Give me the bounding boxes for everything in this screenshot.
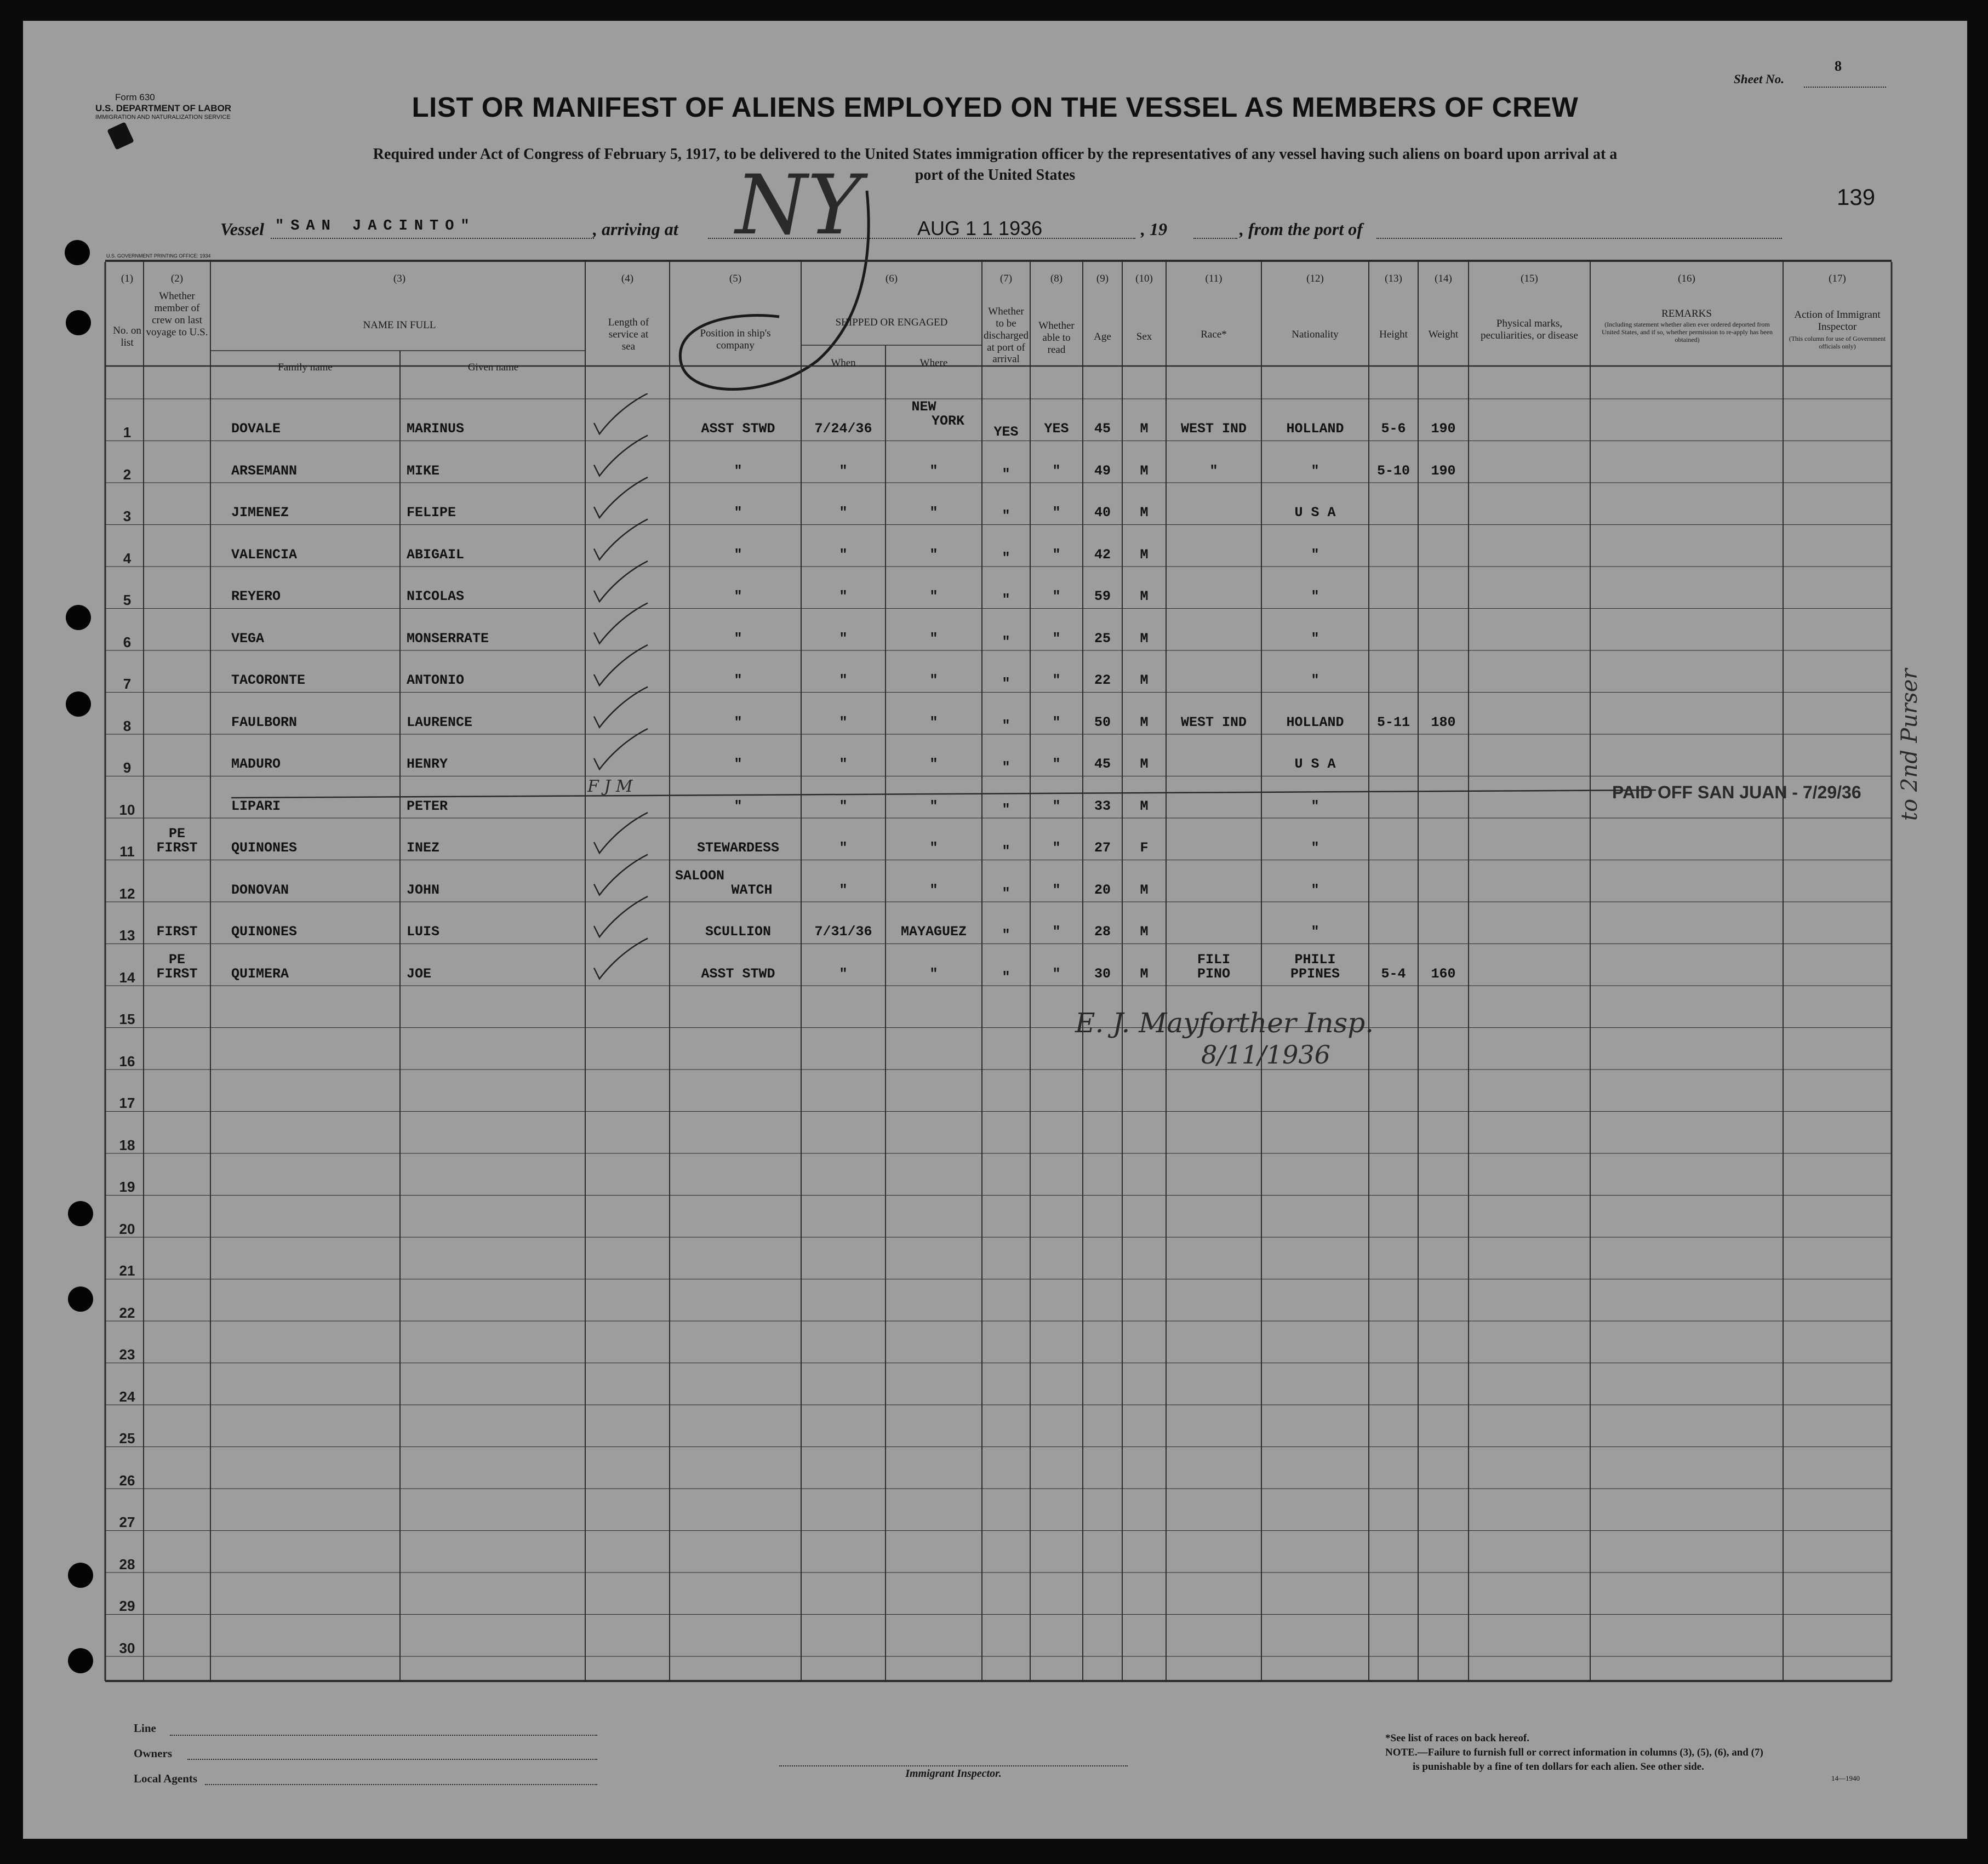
punch-hole bbox=[68, 1201, 93, 1226]
row-number: 27 bbox=[119, 1514, 135, 1530]
header-nationality: Nationality bbox=[1292, 329, 1339, 340]
able-to-read: " bbox=[1052, 882, 1061, 898]
header-sex: Sex bbox=[1136, 331, 1152, 342]
row-number: 18 bbox=[119, 1136, 135, 1153]
header-inspector-action: Action of Immigrant Inspector bbox=[1794, 309, 1881, 333]
shipped-where: " bbox=[929, 965, 938, 982]
nationality-line-1: PHILI bbox=[1294, 951, 1336, 968]
family-name: QUINONES bbox=[231, 840, 298, 856]
able-to-read: " bbox=[1052, 546, 1061, 563]
footer-owners-label: Owners bbox=[134, 1747, 172, 1760]
nationality: " bbox=[1311, 882, 1319, 898]
position: " bbox=[734, 462, 742, 479]
crew-last-voyage-a: PE bbox=[168, 826, 185, 842]
given-name: ABIGAIL bbox=[407, 546, 465, 563]
header-discharged: Whether to be discharged at port of arrival bbox=[984, 306, 1029, 365]
checkmark-icon bbox=[594, 939, 648, 979]
shipped-when: " bbox=[839, 546, 848, 563]
punch-hole bbox=[65, 240, 90, 265]
header-inspector-action-detail: (This column for use of Government officials only) bbox=[1789, 335, 1886, 350]
shipped-where-line-2: YORK bbox=[931, 413, 964, 429]
sex: M bbox=[1140, 588, 1149, 604]
row-number: 7 bbox=[123, 676, 132, 692]
row-10-strikethrough bbox=[231, 790, 1656, 798]
sex: M bbox=[1140, 882, 1149, 898]
discharged: " bbox=[1002, 885, 1010, 901]
row-number: 26 bbox=[119, 1472, 135, 1489]
checkmark-icon bbox=[594, 645, 648, 685]
family-name: LIPARI bbox=[231, 798, 281, 814]
page-title: LIST OR MANIFEST OF ALIENS EMPLOYED ON THE VESSEL AS MEMBERS OF CREW bbox=[412, 92, 1579, 123]
able-to-read: " bbox=[1052, 505, 1061, 521]
discharged: " bbox=[1002, 466, 1010, 482]
given-name: JOE bbox=[407, 965, 432, 982]
shipped-where: " bbox=[929, 546, 938, 563]
discharged: " bbox=[1002, 508, 1010, 524]
discharged: " bbox=[1002, 676, 1010, 691]
given-name: MONSERRATE bbox=[407, 630, 489, 647]
shipped-when: " bbox=[839, 630, 848, 647]
able-to-read: " bbox=[1052, 924, 1061, 940]
header-family-name: Family name bbox=[278, 362, 333, 373]
shipped-where: " bbox=[929, 840, 938, 856]
from-port-label: , from the port of bbox=[1239, 219, 1363, 239]
sex: M bbox=[1140, 714, 1149, 730]
col1-number: (1) bbox=[121, 273, 134, 284]
sex: M bbox=[1140, 630, 1149, 647]
punch-hole bbox=[66, 691, 91, 717]
age: 42 bbox=[1094, 546, 1111, 563]
header-crew-last-voyage: Whether member of crew on last voyage to U.S. bbox=[146, 290, 208, 338]
punch-hole bbox=[68, 1286, 93, 1312]
checkmark-icon bbox=[594, 729, 648, 769]
row-number: 29 bbox=[119, 1598, 135, 1614]
row-number: 1 bbox=[123, 424, 132, 441]
race: " bbox=[1209, 462, 1218, 479]
age: 50 bbox=[1094, 714, 1111, 730]
age: 20 bbox=[1094, 882, 1111, 898]
position: STEWARDESS bbox=[696, 840, 780, 856]
able-to-read: " bbox=[1052, 462, 1061, 479]
footer-line-field bbox=[170, 1735, 597, 1736]
col3-number: (3) bbox=[393, 273, 406, 284]
position: ASST STWD bbox=[701, 965, 775, 982]
header-remarks: REMARKS bbox=[1661, 308, 1712, 319]
shipped-when: " bbox=[839, 588, 848, 604]
weight: 160 bbox=[1431, 965, 1456, 982]
nationality: " bbox=[1311, 588, 1319, 604]
nationality: U S A bbox=[1294, 756, 1336, 772]
row-number: 17 bbox=[119, 1095, 135, 1111]
arriving-port: NY bbox=[735, 158, 862, 253]
discharged: " bbox=[1002, 843, 1010, 859]
department-name: U.S. DEPARTMENT OF LABOR bbox=[95, 103, 232, 113]
age: 40 bbox=[1094, 505, 1111, 521]
crew-last-voyage: FIRST bbox=[156, 965, 198, 982]
discharged: " bbox=[1002, 633, 1010, 650]
nationality: U S A bbox=[1294, 505, 1336, 521]
checkmark-icon bbox=[594, 813, 648, 853]
discharged: " bbox=[1002, 969, 1010, 985]
family-name: TACORONTE bbox=[231, 672, 306, 688]
able-to-read: " bbox=[1052, 630, 1061, 647]
arriving-label: , arriving at bbox=[593, 219, 678, 239]
discharged: " bbox=[1002, 801, 1010, 817]
col2-number: (2) bbox=[170, 273, 184, 284]
weight: 190 bbox=[1431, 421, 1456, 437]
col11-number: (11) bbox=[1205, 273, 1222, 284]
checkmark-icon bbox=[594, 393, 648, 434]
position: " bbox=[734, 756, 742, 772]
col15-number: (15) bbox=[1521, 273, 1538, 284]
family-name: ARSEMANN bbox=[231, 462, 298, 479]
age: 45 bbox=[1094, 421, 1111, 437]
length-of-service-checkmarks bbox=[587, 393, 675, 996]
given-name: HENRY bbox=[407, 756, 448, 772]
position: " bbox=[734, 505, 742, 521]
discharged: " bbox=[1002, 550, 1010, 566]
arrival-date-stamp: AUG 1 1 1936 bbox=[917, 217, 1043, 239]
race: WEST IND bbox=[1180, 714, 1247, 730]
given-name: LAURENCE bbox=[407, 714, 473, 730]
page-number: 139 bbox=[1837, 184, 1876, 210]
nationality: " bbox=[1311, 546, 1319, 563]
position: " bbox=[734, 630, 742, 647]
family-name: VEGA bbox=[231, 630, 265, 647]
age: 30 bbox=[1094, 965, 1111, 982]
age: 49 bbox=[1094, 462, 1111, 479]
shipped-where: MAYAGUEZ bbox=[900, 924, 967, 940]
nationality: " bbox=[1311, 462, 1319, 479]
inspector-signature-date: 8/11/1936 bbox=[1201, 1040, 1330, 1070]
manifest-table bbox=[23, 21, 1967, 1839]
print-office-note: U.S. GOVERNMENT PRINTING OFFICE: 1934 bbox=[106, 253, 211, 259]
discharged: YES bbox=[993, 424, 1019, 440]
row-number: 20 bbox=[119, 1220, 135, 1237]
shipped-when: " bbox=[839, 965, 848, 982]
discharged: " bbox=[1002, 759, 1010, 775]
age: 27 bbox=[1094, 840, 1111, 856]
vessel-name: "SAN JACINTO" bbox=[275, 218, 476, 235]
footer-owners-field bbox=[187, 1759, 597, 1760]
header-remarks-detail: (Including statement whether alien ever ordered deported from United States, and if so, whether permission to re-apply has been obtained) bbox=[1602, 321, 1773, 344]
footer-line-label: Line bbox=[134, 1722, 156, 1735]
sheet-label: Sheet No. bbox=[1734, 72, 1784, 86]
manifest-sheet bbox=[23, 21, 1967, 1839]
col9-number: (9) bbox=[1096, 273, 1109, 284]
row10-length-note: F J M bbox=[587, 777, 633, 796]
punch-hole bbox=[66, 310, 91, 335]
header-when: When bbox=[831, 357, 856, 369]
weight: 180 bbox=[1431, 714, 1456, 730]
shipped-where: " bbox=[929, 630, 938, 647]
height: 5-11 bbox=[1376, 714, 1410, 730]
position: " bbox=[734, 588, 742, 604]
header-physical-marks: Physical marks, peculiarities, or disease bbox=[1481, 318, 1578, 341]
race-line-2: PINO bbox=[1197, 965, 1230, 982]
remark-row-10: PAID OFF SAN JUAN - 7/29/36 bbox=[1612, 782, 1861, 802]
checkmark-icon bbox=[594, 687, 648, 728]
row-number: 19 bbox=[119, 1179, 135, 1195]
row-number: 4 bbox=[123, 550, 132, 567]
nationality: " bbox=[1311, 630, 1319, 647]
shipped-where: " bbox=[929, 505, 938, 521]
row-number: 24 bbox=[119, 1388, 135, 1405]
sex: F bbox=[1140, 840, 1149, 856]
shipped-where: " bbox=[929, 798, 938, 814]
height: 5-4 bbox=[1381, 965, 1406, 982]
discharged: " bbox=[1002, 717, 1010, 734]
height: 5-10 bbox=[1376, 462, 1410, 479]
checkmark-icon bbox=[594, 603, 648, 644]
row-number: 22 bbox=[119, 1304, 135, 1321]
sex: M bbox=[1140, 462, 1149, 479]
col16-number: (16) bbox=[1678, 273, 1695, 284]
row-number: 3 bbox=[123, 508, 132, 524]
header-able-to-read: Whether able to read bbox=[1038, 320, 1075, 356]
age: 59 bbox=[1094, 588, 1111, 604]
nationality: HOLLAND bbox=[1286, 714, 1344, 730]
age: 28 bbox=[1094, 924, 1111, 940]
able-to-read: " bbox=[1052, 714, 1061, 730]
shipped-when: " bbox=[839, 798, 848, 814]
row-number: 12 bbox=[119, 885, 135, 902]
discharged: " bbox=[1002, 927, 1010, 943]
row-number: 16 bbox=[119, 1053, 135, 1070]
subtitle-line-1: Required under Act of Congress of February 5, 1917, to be delivered to the United States immigration officer by the representatives of any vessel having such aliens on board upon arrival at a bbox=[373, 146, 1618, 163]
footer-note-penalty-2: is punishable by a fine of ten dollars for each alien. See other side. bbox=[1413, 1761, 1704, 1772]
weight: 190 bbox=[1431, 462, 1456, 479]
row-number: 11 bbox=[119, 843, 135, 860]
subtitle-line-2: port of the United States bbox=[915, 167, 1076, 184]
age: 22 bbox=[1094, 672, 1111, 688]
header-given-name: Given name bbox=[467, 362, 519, 373]
punch-hole bbox=[66, 605, 91, 630]
col10-number: (10) bbox=[1135, 273, 1153, 284]
col13-number: (13) bbox=[1385, 273, 1402, 284]
header-race: Race* bbox=[1201, 329, 1227, 340]
family-name: QUINONES bbox=[231, 924, 298, 940]
margin-note: to 2nd Purser bbox=[1897, 668, 1922, 821]
checkmark-icon bbox=[594, 519, 648, 560]
checkmark-icon bbox=[594, 561, 648, 602]
race: WEST IND bbox=[1180, 421, 1247, 437]
able-to-read: YES bbox=[1044, 421, 1069, 437]
col5-number: (5) bbox=[729, 273, 742, 284]
nationality: " bbox=[1311, 840, 1319, 856]
able-to-read: " bbox=[1052, 798, 1061, 814]
sex: M bbox=[1140, 672, 1149, 688]
given-name: MIKE bbox=[407, 462, 440, 479]
sex: M bbox=[1140, 421, 1149, 437]
shipped-where: " bbox=[929, 672, 938, 688]
given-name: JOHN bbox=[407, 882, 440, 898]
footer-local-agents-label: Local Agents bbox=[134, 1772, 198, 1785]
row-number: 8 bbox=[123, 717, 132, 734]
row-number: 6 bbox=[123, 633, 132, 650]
age: 45 bbox=[1094, 756, 1111, 772]
position: ASST STWD bbox=[701, 421, 775, 437]
col12-number: (12) bbox=[1306, 273, 1324, 284]
sex: M bbox=[1140, 505, 1149, 521]
shipped-when: " bbox=[839, 462, 848, 479]
shipped-where: " bbox=[929, 756, 938, 772]
family-name: MADURO bbox=[231, 756, 281, 772]
row-number: 21 bbox=[119, 1262, 135, 1279]
given-name: INEZ bbox=[407, 840, 440, 856]
shipped-when: " bbox=[839, 882, 848, 898]
able-to-read: " bbox=[1052, 840, 1061, 856]
race-line-1: FILI bbox=[1197, 951, 1230, 968]
height: 5-6 bbox=[1381, 421, 1406, 437]
given-name: MARINUS bbox=[407, 421, 465, 437]
discharged: " bbox=[1002, 592, 1010, 608]
shipped-when: 7/31/36 bbox=[814, 924, 872, 940]
sex: M bbox=[1140, 798, 1149, 814]
service-name: IMMIGRATION AND NATURALIZATION SERVICE bbox=[95, 114, 231, 121]
header-no-on-list: No. on list bbox=[113, 325, 141, 348]
shipped-where: " bbox=[929, 588, 938, 604]
footer-print-code: 14—1940 bbox=[1831, 1774, 1860, 1782]
row-number: 28 bbox=[119, 1556, 135, 1573]
footer-local-agents-field bbox=[205, 1784, 597, 1785]
nationality: " bbox=[1311, 798, 1319, 814]
age: 25 bbox=[1094, 630, 1111, 647]
col17-number: (17) bbox=[1829, 273, 1846, 284]
shipped-when: 7/24/36 bbox=[814, 421, 872, 437]
family-name: QUIMERA bbox=[231, 965, 289, 982]
shipped-where: " bbox=[929, 462, 938, 479]
age: 33 bbox=[1094, 798, 1111, 814]
row-number: 14 bbox=[119, 969, 135, 986]
family-name: VALENCIA bbox=[231, 546, 298, 563]
given-name: LUIS bbox=[407, 924, 440, 940]
header-name-in-full: NAME IN FULL bbox=[363, 319, 436, 331]
footer-inspector-line bbox=[779, 1765, 1128, 1766]
given-name: FELIPE bbox=[407, 505, 456, 521]
row-number: 23 bbox=[119, 1346, 135, 1363]
family-name: DOVALE bbox=[231, 421, 281, 437]
checkmark-icon bbox=[594, 477, 648, 518]
shipped-when: " bbox=[839, 672, 848, 688]
col7-number: (7) bbox=[999, 273, 1013, 284]
family-name: DONOVAN bbox=[231, 882, 289, 898]
nationality: " bbox=[1311, 672, 1319, 688]
header-where: Where bbox=[919, 357, 948, 369]
crew-last-voyage-a: PE bbox=[168, 951, 185, 968]
col8-number: (8) bbox=[1050, 273, 1063, 284]
able-to-read: " bbox=[1052, 672, 1061, 688]
shipped-when: " bbox=[839, 714, 848, 730]
footer-note-penalty-1: NOTE.—Failure to furnish full or correct information in columns (3), (5), (6), and (7) bbox=[1385, 1747, 1763, 1758]
position: " bbox=[734, 546, 742, 563]
nationality-line-2: PPINES bbox=[1290, 965, 1340, 982]
position: " bbox=[734, 714, 742, 730]
vessel-label: Vessel bbox=[220, 219, 264, 239]
row-number: 10 bbox=[119, 801, 135, 818]
footer-inspector-label: Immigrant Inspector. bbox=[905, 1768, 1002, 1780]
row-number: 25 bbox=[119, 1430, 135, 1446]
form-number: Form 630 bbox=[115, 92, 155, 102]
header-weight: Weight bbox=[1428, 329, 1459, 340]
shipped-when: " bbox=[839, 505, 848, 521]
crew-last-voyage: FIRST bbox=[156, 924, 198, 940]
sex: M bbox=[1140, 965, 1149, 982]
shipped-where-line-1: NEW bbox=[911, 399, 936, 415]
checkmark-icon bbox=[594, 855, 648, 895]
header-position: Position in ship's company bbox=[700, 328, 771, 351]
year-label: , 19 bbox=[1141, 219, 1167, 239]
row-number: 15 bbox=[119, 1011, 135, 1027]
able-to-read: " bbox=[1052, 965, 1061, 982]
position: " bbox=[734, 798, 742, 814]
header-height: Height bbox=[1379, 329, 1408, 340]
row-number: 9 bbox=[123, 759, 132, 776]
position-line-2: WATCH bbox=[731, 882, 773, 898]
sex: M bbox=[1140, 756, 1149, 772]
shipped-where: " bbox=[929, 714, 938, 730]
col4-number: (4) bbox=[621, 273, 634, 284]
punch-hole bbox=[68, 1648, 93, 1673]
footer-note-races: *See list of races on back hereof. bbox=[1385, 1733, 1529, 1744]
shipped-when: " bbox=[839, 840, 848, 856]
checkmark-icon bbox=[594, 436, 648, 476]
given-name: NICOLAS bbox=[407, 588, 465, 604]
header-length-of-service: Length of service at sea bbox=[608, 317, 649, 352]
row-number: 13 bbox=[119, 927, 135, 944]
sex: M bbox=[1140, 546, 1149, 563]
sex: M bbox=[1140, 924, 1149, 940]
able-to-read: " bbox=[1052, 756, 1061, 772]
given-name: ANTONIO bbox=[407, 672, 465, 688]
row-number: 2 bbox=[123, 466, 132, 483]
position: " bbox=[734, 672, 742, 688]
col6-number: (6) bbox=[885, 273, 898, 284]
nationality: " bbox=[1311, 924, 1319, 940]
col14-number: (14) bbox=[1435, 273, 1452, 284]
nationality: HOLLAND bbox=[1286, 421, 1344, 437]
given-name: PETER bbox=[407, 798, 448, 814]
able-to-read: " bbox=[1052, 588, 1061, 604]
header-shipped-or-engaged: SHIPPED OR ENGAGED bbox=[835, 317, 948, 328]
family-name: REYERO bbox=[231, 588, 281, 604]
position: SCULLION bbox=[705, 924, 772, 940]
position-line-1: SALOON bbox=[675, 867, 725, 884]
row-number: 5 bbox=[123, 592, 132, 608]
shipped-when: " bbox=[839, 756, 848, 772]
row-number: 30 bbox=[119, 1639, 135, 1656]
family-name: FAULBORN bbox=[231, 714, 298, 730]
family-name: JIMENEZ bbox=[231, 505, 289, 521]
crew-last-voyage: FIRST bbox=[156, 840, 198, 856]
shipped-where: " bbox=[929, 882, 938, 898]
header-age: Age bbox=[1094, 331, 1111, 342]
inspector-signature: E. J. Mayforther Insp. bbox=[1075, 1007, 1374, 1039]
checkmark-icon bbox=[594, 896, 648, 937]
sheet-number: 8 bbox=[1835, 58, 1842, 74]
punch-hole bbox=[68, 1563, 93, 1588]
